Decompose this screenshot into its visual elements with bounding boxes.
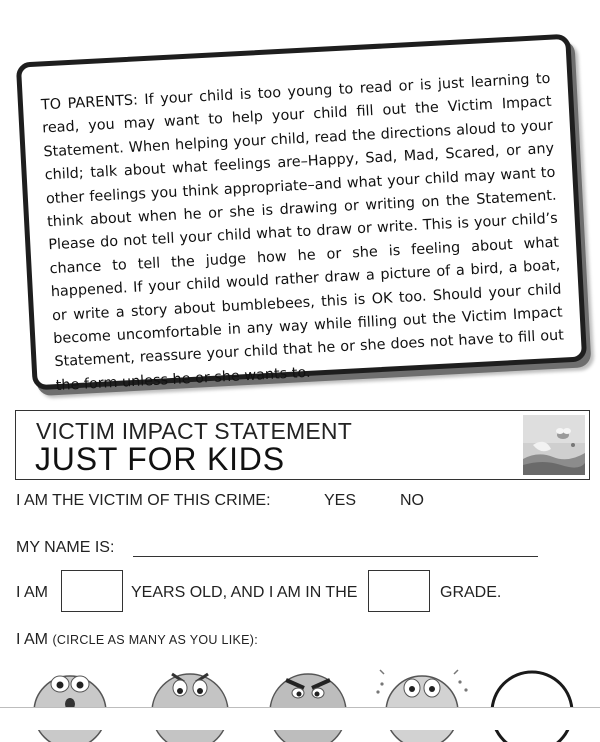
title-line-2: JUST FOR KIDS: [35, 441, 285, 477]
name-label: MY NAME IS:: [16, 539, 115, 556]
blank-face-icon[interactable]: [482, 662, 582, 742]
parent-note-text: TO PARENTS: If your child is too young to read or is just learning to read, you may want to help your child fill out the Victim Impact Statement. When helping your child, read the directions aloud to your child; talk about what feelings are–Happy, Sad, Mad, Scared, or any other feelings you think appropriate–and what your child may want to think about when he or she is drawing or writing on the Statement. Please do not tell your child what to draw or write. This is your child’s chance to tell the judge how he or she is feeling about what happened. If your child would rather draw a picture of a bird, a boat, or write a story about bumblebees, this is OK too. Should your child become uncomfortable in any way while filling out the Victim Impact Statement, reassure your child that he or she does not have to fill out the form unless he or she wants to.: [40, 70, 565, 394]
sad-face-icon[interactable]: [140, 662, 240, 742]
yes-option[interactable]: YES: [324, 492, 357, 509]
age-input-box[interactable]: [61, 570, 123, 612]
feelings-label-prefix: I AM: [16, 631, 49, 648]
name-field[interactable]: [133, 556, 538, 557]
age-prefix-label: I AM: [16, 584, 49, 601]
grade-input-box[interactable]: [368, 570, 430, 612]
no-option[interactable]: NO: [400, 492, 424, 509]
feelings-hint: (CIRCLE AS MANY AS YOU LIKE):: [52, 633, 258, 647]
scared-face-icon[interactable]: [372, 662, 472, 742]
feelings-label: [16, 631, 258, 649]
bee-illustration-icon: [523, 415, 585, 475]
angry-face-icon[interactable]: [258, 662, 358, 742]
age-middle-label: YEARS OLD, AND I AM IN THE: [131, 584, 358, 601]
victim-question-label: I AM THE VICTIM OF THIS CRIME:: [16, 492, 271, 509]
surprised-face-icon[interactable]: [20, 662, 120, 742]
page-bottom-strip: [0, 708, 600, 730]
grade-suffix-label: GRADE.: [440, 584, 502, 601]
title-box: [15, 410, 590, 480]
title-line-1: VICTIM IMPACT STATEMENT: [36, 418, 352, 444]
parent-note-card: [16, 34, 587, 394]
